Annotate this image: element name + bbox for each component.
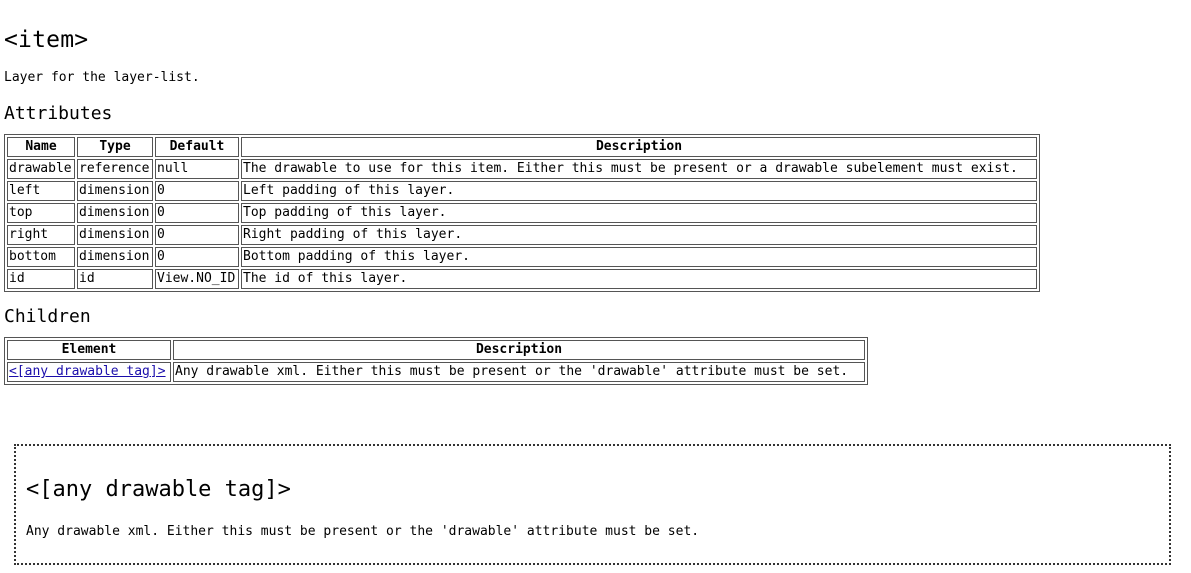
children-heading: Children [4, 306, 91, 327]
table-row [7, 247, 1037, 267]
table-row [7, 203, 1037, 223]
column-header-name: Name [7, 137, 75, 157]
cell-description: Right padding of this layer. [241, 225, 1037, 245]
page-title: <item> [4, 27, 89, 53]
table-row [7, 362, 865, 382]
cell-type: id [77, 269, 153, 289]
cell-default: 0 [155, 181, 239, 201]
table-header-row [7, 137, 1037, 157]
element-detail-description: Any drawable xml. Either this must be present or the 'drawable' attribute must be set. [26, 524, 700, 539]
cell-element [7, 362, 171, 382]
cell-type: dimension [77, 203, 153, 223]
table-header-row [7, 340, 865, 360]
column-header-default: Default [155, 137, 239, 157]
cell-type: dimension [77, 225, 153, 245]
cell-description: The id of this layer. [241, 269, 1037, 289]
table-row [7, 159, 1037, 179]
intro-text: Layer for the layer-list. [4, 70, 200, 85]
cell-default: 0 [155, 247, 239, 267]
table-row [7, 269, 1037, 289]
attributes-heading: Attributes [4, 103, 113, 124]
cell-default: View.NO_ID [155, 269, 239, 289]
table-row [7, 181, 1037, 201]
cell-name: right [7, 225, 75, 245]
table-row [7, 225, 1037, 245]
children-table [4, 337, 868, 385]
cell-description: Any drawable xml. Either this must be present or the 'drawable' attribute must be set. [173, 362, 865, 382]
column-header-description: Description [241, 137, 1037, 157]
cell-default: 0 [155, 203, 239, 223]
cell-type: reference [77, 159, 153, 179]
cell-name: top [7, 203, 75, 223]
cell-default: null [155, 159, 239, 179]
attributes-table [4, 134, 1040, 292]
cell-description: Top padding of this layer. [241, 203, 1037, 223]
cell-name: drawable [7, 159, 75, 179]
element-detail-title: <[any drawable tag]> [26, 477, 291, 502]
element-detail-section [14, 444, 1171, 565]
cell-default: 0 [155, 225, 239, 245]
cell-description: The drawable to use for this item. Either this must be present or a drawable subelement must exist. [241, 159, 1037, 179]
cell-type: dimension [77, 181, 153, 201]
cell-description: Bottom padding of this layer. [241, 247, 1037, 267]
cell-name: left [7, 181, 75, 201]
column-header-description: Description [173, 340, 865, 360]
element-link[interactable]: <[any drawable tag]> [9, 364, 166, 379]
cell-type: dimension [77, 247, 153, 267]
cell-description: Left padding of this layer. [241, 181, 1037, 201]
cell-name: id [7, 269, 75, 289]
column-header-type: Type [77, 137, 153, 157]
cell-name: bottom [7, 247, 75, 267]
column-header-element: Element [7, 340, 171, 360]
